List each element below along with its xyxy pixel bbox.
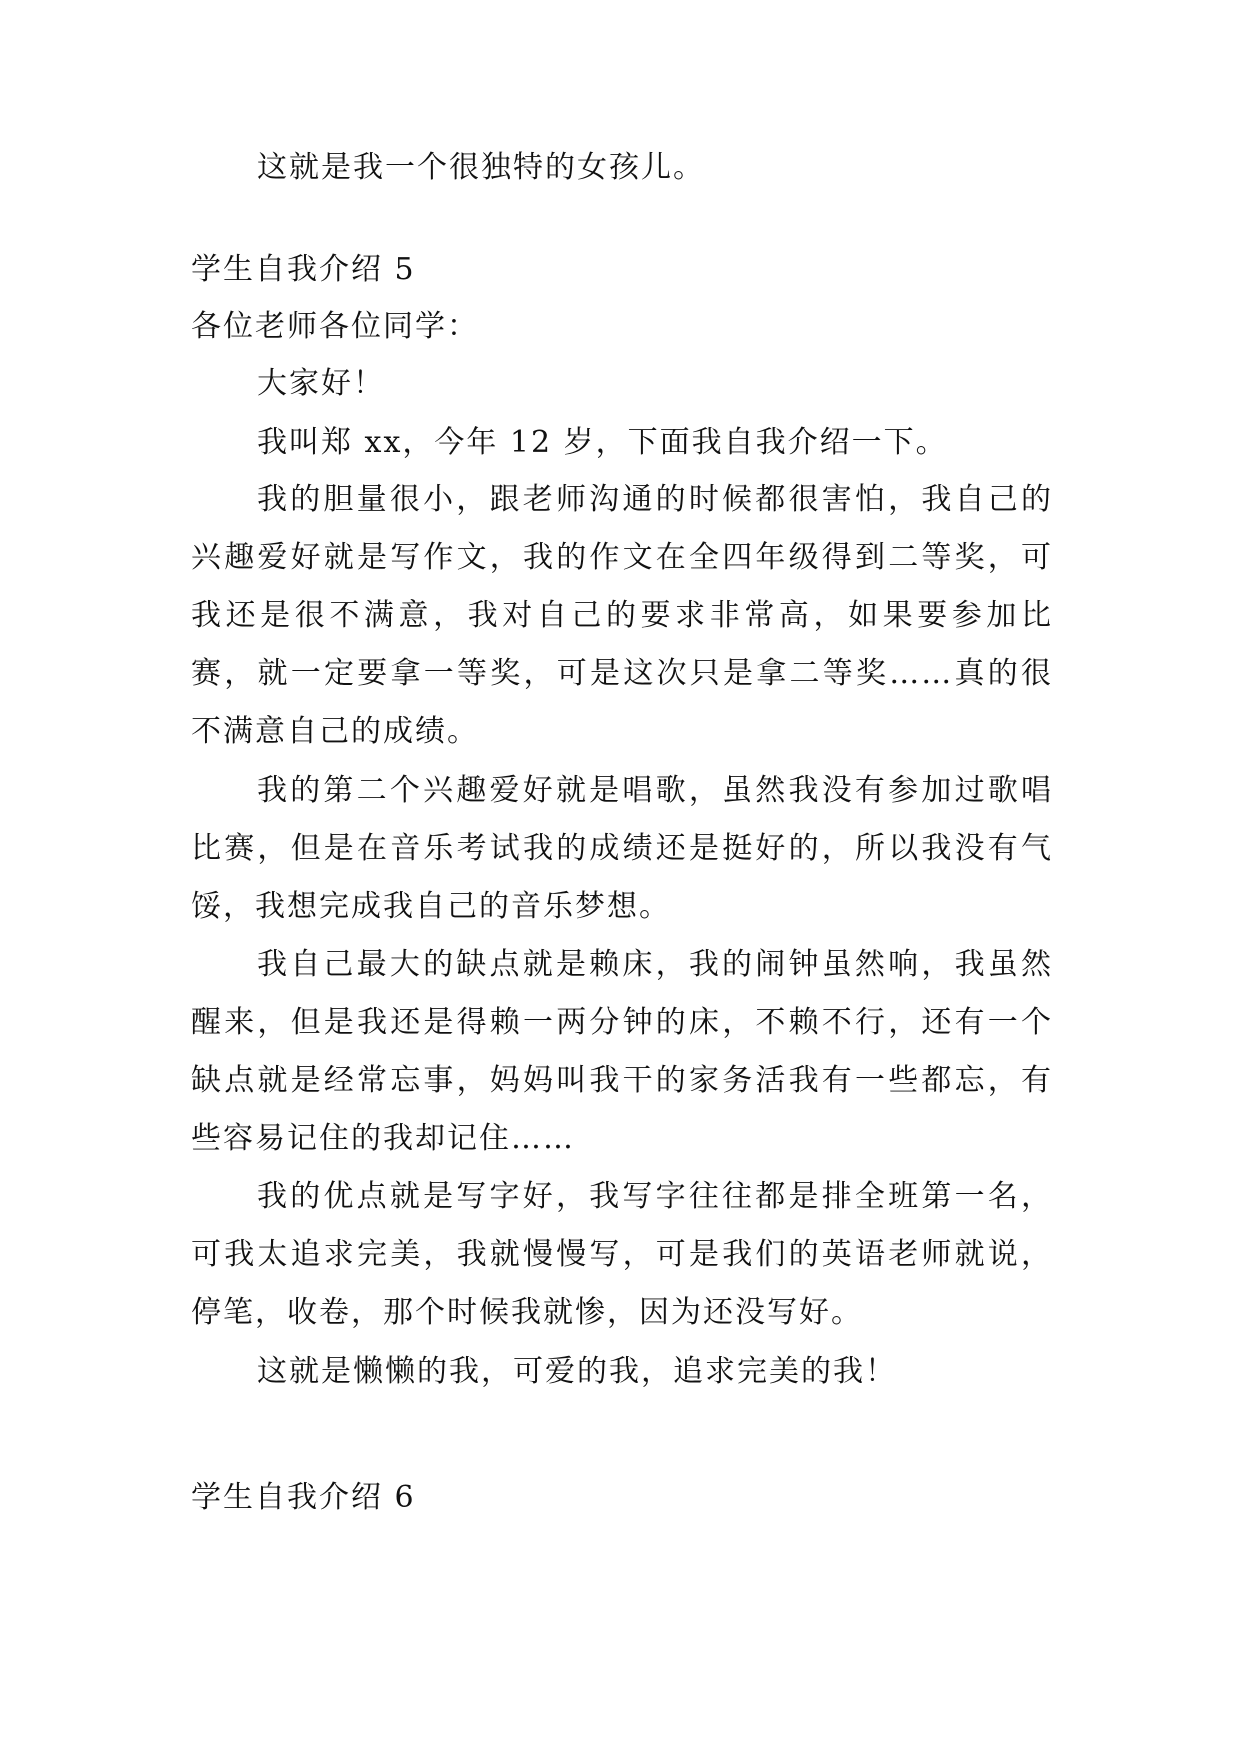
section5-salutation: 各位老师各位同学： — [191, 309, 479, 344]
paragraph-closing: 这就是懒懒的我，可爱的我，追求完美的我！ — [257, 1354, 897, 1389]
paragraph-singing: 我的第二个兴趣爱好就是唱歌，虽然我没有参加过歌唱比赛，但是在音乐考试我的成绩还是挺好的，所以我没有气馁，我想完成我自己的音乐梦想。 — [191, 773, 1053, 924]
opening-line: 这就是我一个很独特的女孩儿。 — [257, 150, 705, 185]
section5-title: 学生自我介绍 5 — [191, 252, 416, 287]
paragraph-strength: 我的优点就是写字好，我写字往往都是排全班第一名，可我太追求完美，我就慢慢写，可是我们的英语老师就说，停笔，收卷，那个时候我就惨，因为还没写好。 — [191, 1179, 1053, 1330]
section6-title: 学生自我介绍 6 — [191, 1480, 416, 1515]
paragraph-writing: 我的胆量很小，跟老师沟通的时候都很害怕，我自己的兴趣爱好就是写作文，我的作文在全四年级得到二等奖，可我还是很不满意，我对自己的要求非常高，如果要参加比赛，就一定要拿一等奖，可是这次只是拿二等奖……真的很不满意自己的成绩。 — [191, 482, 1053, 749]
paragraph-intro: 我叫郑 xx，今年 12 岁，下面我自我介绍一下。 — [257, 425, 948, 460]
paragraph-weakness: 我自己最大的缺点就是赖床，我的闹钟虽然响，我虽然醒来，但是我还是得赖一两分钟的床，不赖不行，还有一个缺点就是经常忘事，妈妈叫我干的家务活我有一些都忘，有些容易记住的我却记住…… — [191, 947, 1053, 1156]
section5-greeting: 大家好！ — [257, 366, 385, 401]
